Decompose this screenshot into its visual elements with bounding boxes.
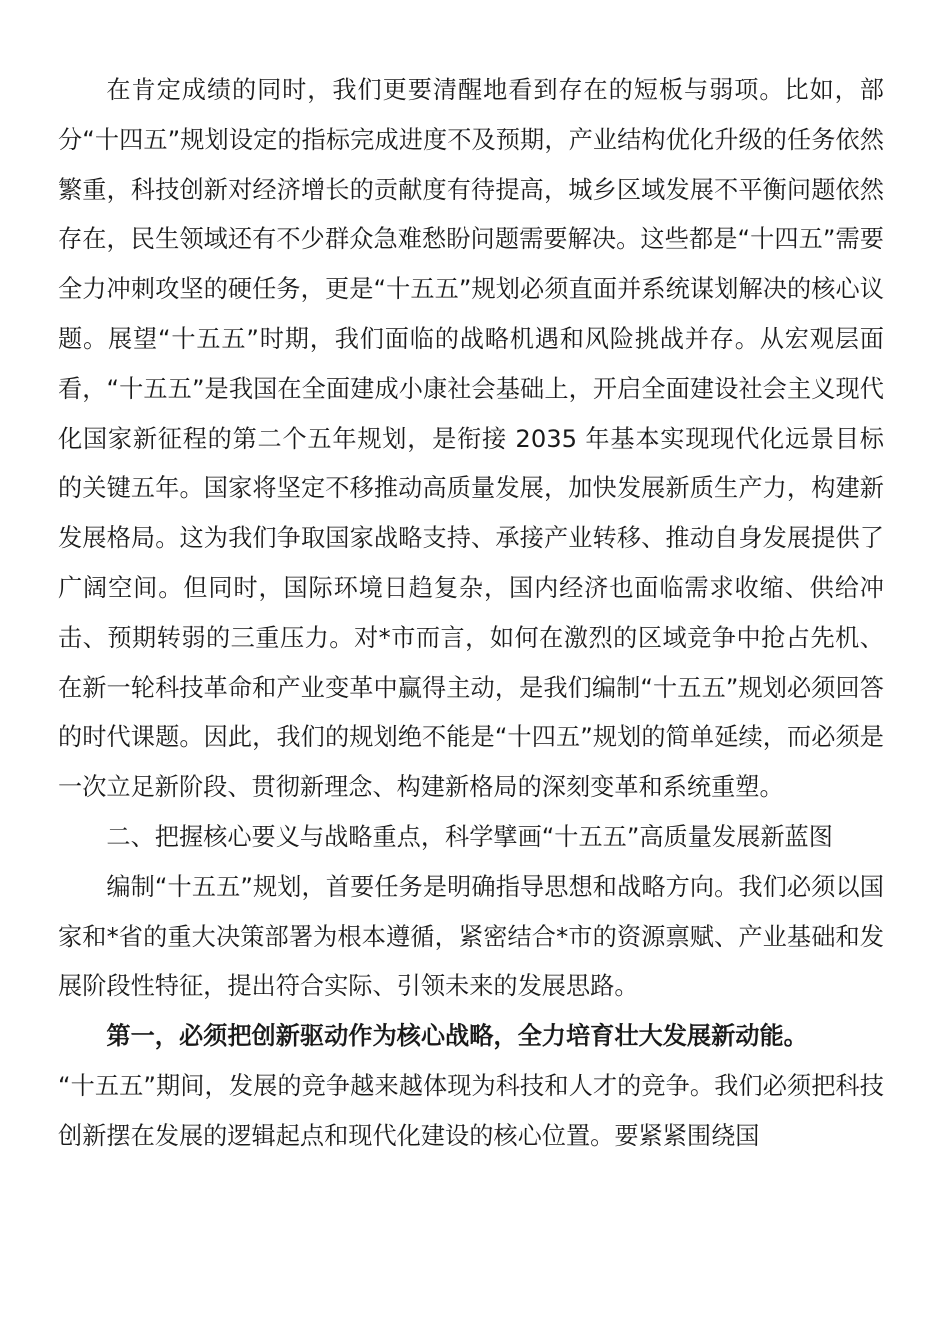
paragraph-innovation	[58, 1012, 884, 1161]
heading-text: 二、把握核心要义与战略重点，科学擘画“十五五”高质量发展新蓝图	[106, 822, 833, 851]
document-body	[58, 66, 884, 1162]
paragraph-text: “十五五”期间，发展的竞争越来越体现为科技和人才的竞争。我们必须把科技创新摆在发展的逻辑起点和现代化建设的核心位置。要紧紧围绕国	[58, 1071, 884, 1150]
paragraph-guiding-thought	[58, 863, 884, 1012]
paragraph-text: 在肯定成绩的同时，我们更要清醒地看到存在的短板与弱项。比如，部分“十四五”规划设定的指标完成进度不及预期，产业结构优化升级的任务依然繁重，科技创新对经济增长的贡献度有待提高，城乡区域发展不平衡问题依然存在，民生领域还有不少群众急难愁盼问题需要解决。这些都是“十四五”需要全力冲刺攻坚的硬任务，更是“十五五”规划必须直面并系统谋划解决的核心议题。展望“十五五”时期，我们面临的战略机遇和风险挑战并存。从宏观层面看，“十五五”是我国在全面建成小康社会基础上，开启全面建设社会主义现代化国家新征程的第二个五年规划，是衔接 2035 年基本实现现代化远景目标的关键五年。国家将坚定不移推动高质量发展，加快发展新质生产力，构建新发展格局。这为我们争取国家战略支持、承接产业转移、推动自身发展提供了广阔空间。但同时，国际环境日趋复杂，国内经济也面临需求收缩、供给冲击、预期转弱的三重压力。对*市而言，如何在激烈的区域竞争中抢占先机、在新一轮科技革命和产业变革中赢得主动，是我们编制“十五五”规划必须回答的时代课题。因此，我们的规划绝不能是“十四五”规划的简单延续，而必须是一次立足新阶段、贯彻新理念、构建新格局的深刻变革和系统重塑。	[58, 76, 884, 802]
paragraph-text: 编制“十五五”规划，首要任务是明确指导思想和战略方向。我们必须以国家和*省的重大决策部署为根本遵循，紧密结合*市的资源禀赋、产业基础和发展阶段性特征，提出符合实际、引领未来的发展思路。	[58, 872, 884, 1001]
bold-lead-sentence: 第一，必须把创新驱动作为核心战略，全力培育壮大发展新动能。	[106, 1022, 808, 1051]
section-heading-two	[58, 813, 884, 863]
paragraph-shortcomings	[58, 66, 884, 813]
